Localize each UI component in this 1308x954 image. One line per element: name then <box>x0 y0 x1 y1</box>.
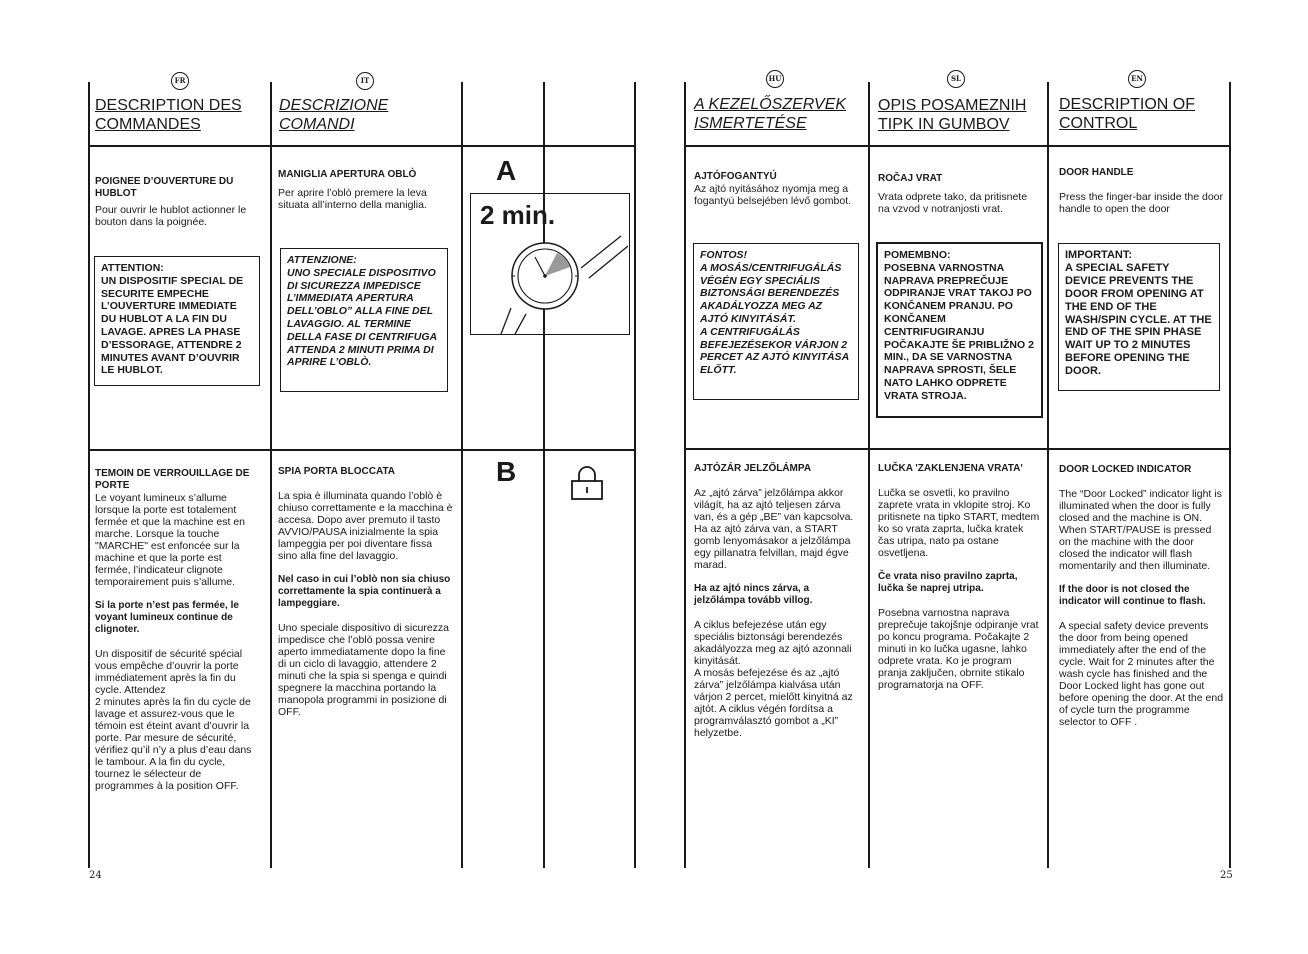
column-rule <box>634 82 636 868</box>
door-handle-section-sl <box>878 173 1040 215</box>
door-lock-bold-note: If the door is not closed the indicator will continue to flash. <box>1059 584 1206 607</box>
door-lock-text-1: Le voyant lumineux s’allume lorsque la porte est totalement fermée et que la machine est en marche. Lorsque la touche "MARCHE" est enfoncée sur la machine et que la porte est fermée, l’indicateur clignote temporairement puis s’allume. <box>95 492 246 588</box>
stopwatch-icon <box>471 234 628 334</box>
warning-box-sl: POMEMBNO: POSEBNA VARNOSTNA NAPRAVA PREPREČUJE ODPIRANJE VRAT TAKOJ PO KONČANEM PRANJU. PO KONČANEM CENTRIFUGIRANJU POČAKAJTE ŠE PRIBLIŽNO 2 MIN., DA SE VARNOSTNA NAPRAVA SPROSTI, ŠELE NATO LAHKO ODPRETE VRATA STROJA. <box>876 242 1043 418</box>
section-title-fr: DESCRIPTION DES COMMANDES <box>95 97 242 133</box>
door-lock-text-1: La spia è illuminata quando l’oblò è chiuso correttamente e la macchina è accesa. Dopo aver premuto il tasto AVVIO/PAUSA inizialmente la spia lampeggia per poi diventare fissa sino alla fine del lavaggio. <box>278 490 453 562</box>
door-lock-text-1: The “Door Locked” indicator light is illuminated when the door is fully closed and the machine is ON. When START/PAUSE is pressed on the machine with the door closed the indicator will flash momentarily and then illuminate. <box>1059 488 1222 572</box>
door-lock-section-it <box>278 466 453 718</box>
door-lock-text-2: Uno speciale dispositivo di sicurezza impedisce che l’oblò possa venire aperto immediatamente dopo la fine di un ciclo di lavaggio, attendere 2 minuti che la spia si spenga e quindi spegnere la macchina portando la manopola programmi in posizione di OFF. <box>278 622 449 718</box>
door-lock-bold-note: Če vrata niso pravilno zaprta, lučka še naprej utripa. <box>878 571 1018 594</box>
column-rule <box>461 82 463 868</box>
language-badge-it: IT <box>356 72 374 90</box>
door-lock-text-1: Az „ajtó zárva” jelzőlámpa akkor világít, ha az ajtó teljesen zárva van, és a gép „BE” van kapcsolva. Ha az ajtó zárva van, a START gomb lenyomásakor a jelzőlámpa egy pillanatra felvillan, majd égve marad. <box>694 487 854 571</box>
door-handle-text: Pour ouvrir le hublot actionner le bouton dans la poignée. <box>95 204 247 228</box>
row-rule <box>684 145 1231 147</box>
door-lock-text-2: A ciklus befejezése után egy speciális biztonsági berendezés akadályozza meg az ajtó azonnali kinyitását. A mosás befejezése és az „ajtó zárva” jelzőlámpa kialvása után várjon 2 percet, mielőtt kinyitná az ajtót. A ciklus végén fordítsa a programválasztó gombot a „KI” helyzetbe. <box>694 619 853 739</box>
section-title-it: DESCRIZIONE COMANDI <box>279 97 389 133</box>
door-lock-section-fr <box>95 468 260 792</box>
door-lock-heading: DOOR LOCKED INDICATOR <box>1059 464 1192 475</box>
section-title-sl: OPIS POSAMEZNIH TIPK IN GUMBOV <box>878 97 1027 133</box>
door-handle-heading: AJTÓFOGANTYÚ <box>694 171 777 182</box>
door-lock-text-2: Posebna varnostna naprava preprečuje takojšnje odpiranje vrat po koncu programa. Počakajte 2 minuti in ko lučka ugasne, lahko odprete vrata. Ko je program pranja zaključen, obrnite stikalo programatorja na OFF. <box>878 607 1039 691</box>
column-rule <box>88 82 90 868</box>
language-badge-hu: HU <box>766 70 784 88</box>
column-rule <box>1229 82 1231 868</box>
row-rule <box>88 449 636 451</box>
door-lock-heading: SPIA PORTA BLOCCATA <box>278 466 396 477</box>
door-handle-heading: MANIGLIA APERTURA OBLÒ <box>278 169 417 180</box>
row-rule <box>88 145 636 147</box>
figure-a-caption: 2 min. <box>480 200 556 230</box>
door-lock-heading: TEMOIN DE VERROUILLAGE DE PORTE <box>95 468 250 491</box>
door-handle-heading: POIGNEE D’OUVERTURE DU HUBLOT <box>95 176 234 199</box>
row-rule <box>684 448 1231 450</box>
warning-box-en: IMPORTANT: A SPECIAL SAFETY DEVICE PREVENTS THE DOOR FROM OPENING AT THE END OF THE WASH/SPIN CYCLE. AT THE END OF THE SPIN PHASE WAIT UP TO 2 MINUTES BEFORE OPENING THE DOOR. <box>1058 243 1220 391</box>
door-lock-text-2: Un dispositif de sécurité spécial vous empêche d’ouvrir la porte immédiatement après la fin du cycle. Attendez 2 minutes après la fin du cycle de lavage et assurez-vous que le témoin est éteint avant d’ouvrir la porte. Par mesure de sécurité, vérifiez qu’il n’y a plus d’eau dans le tambour. A la fin du cycle, tournez le sélecteur de programmes à la position OFF. <box>95 648 252 792</box>
column-rule <box>270 82 272 868</box>
section-title-hu: A KEZELŐSZERVEK ISMERTETÉSE <box>694 96 847 132</box>
door-handle-text: Per aprire l’oblò premere la leva situata all’interno della maniglia. <box>278 187 427 211</box>
door-lock-heading: AJTÓZÁR JELZŐLÁMPA <box>694 463 812 474</box>
door-handle-text: Vrata odprete tako, da pritisnete na vzvod v notranjosti vrat. <box>878 191 1028 215</box>
door-handle-heading: DOOR HANDLE <box>1059 167 1134 178</box>
door-lock-text-1: Lučka se osvetli, ko pravilno zaprete vrata in vklopite stroj. Ko pritisnete na tipko START, medtem ko so vrata zaprta, lučka kratek čas utripa, nato pa ostane osvetljena. <box>878 487 1040 559</box>
door-lock-section-en <box>1059 464 1225 728</box>
language-badge-fr: FR <box>171 72 189 90</box>
column-rule <box>868 82 870 868</box>
door-handle-section-hu <box>694 171 862 207</box>
warning-box-it: ATTENZIONE: UNO SPECIALE DISPOSITIVO DI SICUREZZA IMPEDISCE L’IMMEDIATA APERTURA DELL’OBLO” ALLA FINE DEL LAVAGGIO. AL TERMINE DELLA FASE DI CENTRIFUGA ATTENDA 2 MINUTI PRIMA DI APRIRE L’OBLÒ. <box>280 248 448 392</box>
door-handle-section-it <box>278 169 453 211</box>
padlock-icon <box>570 465 604 501</box>
figure-label-b: B <box>496 456 517 487</box>
door-lock-section-hu <box>694 463 862 739</box>
door-handle-text: Az ajtó nyitásához nyomja meg a fogantyú belsejében lévő gombot. <box>694 183 852 207</box>
door-lock-section-sl <box>878 463 1042 691</box>
section-title-en: DESCRIPTION OF CONTROL <box>1059 96 1196 132</box>
door-lock-text-2: A special safety device prevents the door from being opened immediately after the end of the cycle. Wait for 2 minutes after the wash cycle has finished and the Door Locked light has gone out before opening the door. At the end of cycle turn the programme selector to OFF . <box>1059 620 1224 728</box>
door-lock-bold-note: Nel caso in cui l’oblò non sia chiuso correttamente la spia continuerà a lampeggiare. <box>278 574 451 609</box>
door-lock-bold-note: Si la porte n’est pas fermée, le voyant lumineux continue de clignoter. <box>95 600 239 635</box>
door-handle-heading: ROČAJ VRAT <box>878 173 943 184</box>
door-lock-heading: LUČKA 'ZAKLENJENA VRATA' <box>878 463 1023 474</box>
warning-box-hu: FONTOS! A MOSÁS/CENTRIFUGÁLÁS VÉGÉN EGY SPECIÁLIS BIZTONSÁGI BERENDEZÉS AKADÁLYOZZA MEG AZ AJTÓ KINYITÁSÁT. A CENTRIFUGÁLÁS BEFEJEZÉSEKOR VÁRJON 2 PERCET AZ AJTÓ KINYITÁSA ELŐTT. <box>693 243 859 400</box>
door-handle-section-en <box>1059 167 1223 215</box>
door-lock-bold-note: Ha az ajtó nincs zárva, a jelzőlámpa tovább villog. <box>694 583 813 606</box>
door-handle-text: Press the finger-bar inside the door handle to open the door <box>1059 191 1224 215</box>
page-number-left: 24 <box>89 870 102 881</box>
column-rule <box>684 82 686 868</box>
warning-box-fr: ATTENTION: UN DISPOSITIF SPECIAL DE SECURITE EMPECHE L’OUVERTURE IMMEDIATE DU HUBLOT A LA FIN DU LAVAGE. APRES LA PHASE D’ESSORAGE, ATTENDRE 2 MINUTES AVANT D’OUVRIR LE HUBLOT. <box>94 256 260 386</box>
figure-label-a: A <box>496 155 517 186</box>
figure-a-frame <box>470 193 630 335</box>
language-badge-sl: SL <box>947 70 965 88</box>
column-rule <box>1047 82 1049 868</box>
door-handle-section-fr <box>95 176 261 228</box>
page-number-right: 25 <box>1220 870 1233 881</box>
language-badge-en: EN <box>1128 70 1146 88</box>
